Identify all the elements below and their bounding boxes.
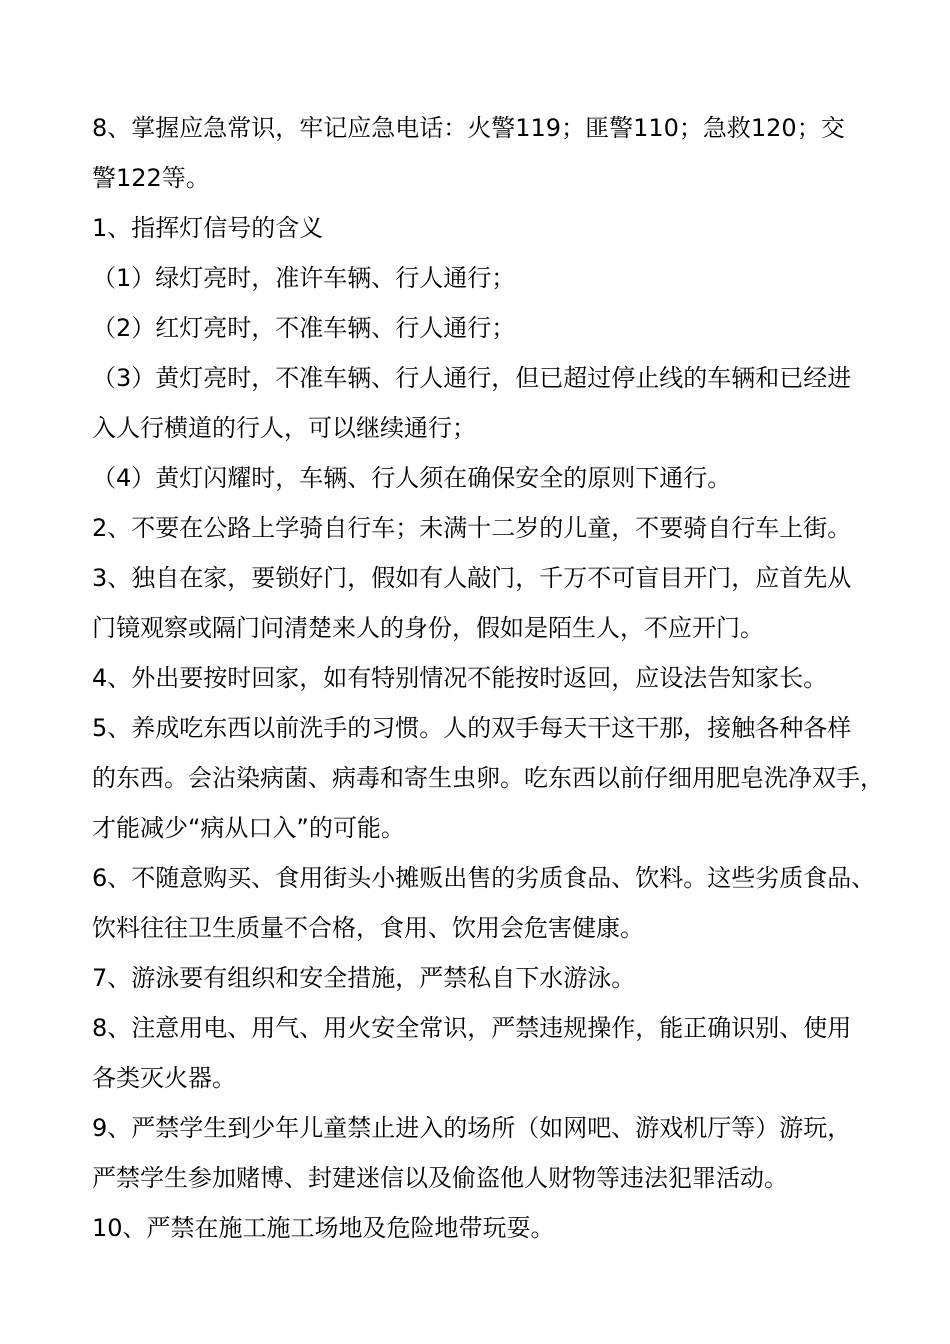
text-line: 入人行横道的行人，可以继续通行； xyxy=(92,414,476,442)
text-line: （1）绿灯亮时，准许车辆、行人通行； xyxy=(92,264,516,292)
text-line: 10、严禁在施工施工场地及危险地带玩耍。 xyxy=(92,1214,555,1242)
document-body xyxy=(92,103,884,1253)
text-line: 饮料往往卫生质量不合格，食用、饮用会危害健康。 xyxy=(92,914,644,942)
text-line: 的东西。会沾染病菌、病毒和寄生虫卵。吃东西以前仔细用肥皂洗净双手， xyxy=(92,764,884,792)
text-line: 7、游泳要有组织和安全措施，严禁私自下水游泳。 xyxy=(92,964,636,992)
text-line: 1、指挥灯信号的含义 xyxy=(92,214,324,242)
text-line: 4、外出要按时回家，如有特别情况不能按时返回，应设法告知家长。 xyxy=(92,664,828,692)
text-line: 严禁学生参加赌博、封建迷信以及偷盗他人财物等违法犯罪活动。 xyxy=(92,1164,788,1192)
text-line: 2、不要在公路上学骑自行车；未满十二岁的儿童，不要骑自行车上街。 xyxy=(92,514,852,542)
text-line: （3）黄灯亮时，不准车辆、行人通行，但已超过停止线的车辆和已经进 xyxy=(92,364,852,392)
text-line: （2）红灯亮时，不准车辆、行人通行； xyxy=(92,314,516,342)
text-line: 门镜观察或隔门问清楚来人的身份，假如是陌生人，不应开门。 xyxy=(92,614,764,642)
text-line: 3、独自在家，要锁好门，假如有人敲门，千万不可盲目开门，应首先从 xyxy=(92,564,852,592)
text-line: （4）黄灯闪耀时，车辆、行人须在确保安全的原则下通行。 xyxy=(92,464,732,492)
text-line: 9、严禁学生到少年儿童禁止进入的场所（如网吧、游戏机厅等）游玩， xyxy=(92,1114,852,1142)
text-line: 才能减少“病从口入”的可能。 xyxy=(92,814,405,842)
text-line: 警122等。 xyxy=(92,164,210,192)
text-line: 8、注意用电、用气、用火安全常识，严禁违规操作，能正确识别、使用 xyxy=(92,1014,852,1042)
text-line: 8、掌握应急常识，牢记应急电话：火警119；匪警110；急救120；交 xyxy=(92,114,845,142)
text-line: 6、不随意购买、食用街头小摊贩出售的劣质食品、饮料。这些劣质食品、 xyxy=(92,864,876,892)
text-line: 各类灭火器。 xyxy=(92,1064,236,1092)
text-line: 5、养成吃东西以前洗手的习惯。人的双手每天干这干那，接触各种各样 xyxy=(92,714,852,742)
